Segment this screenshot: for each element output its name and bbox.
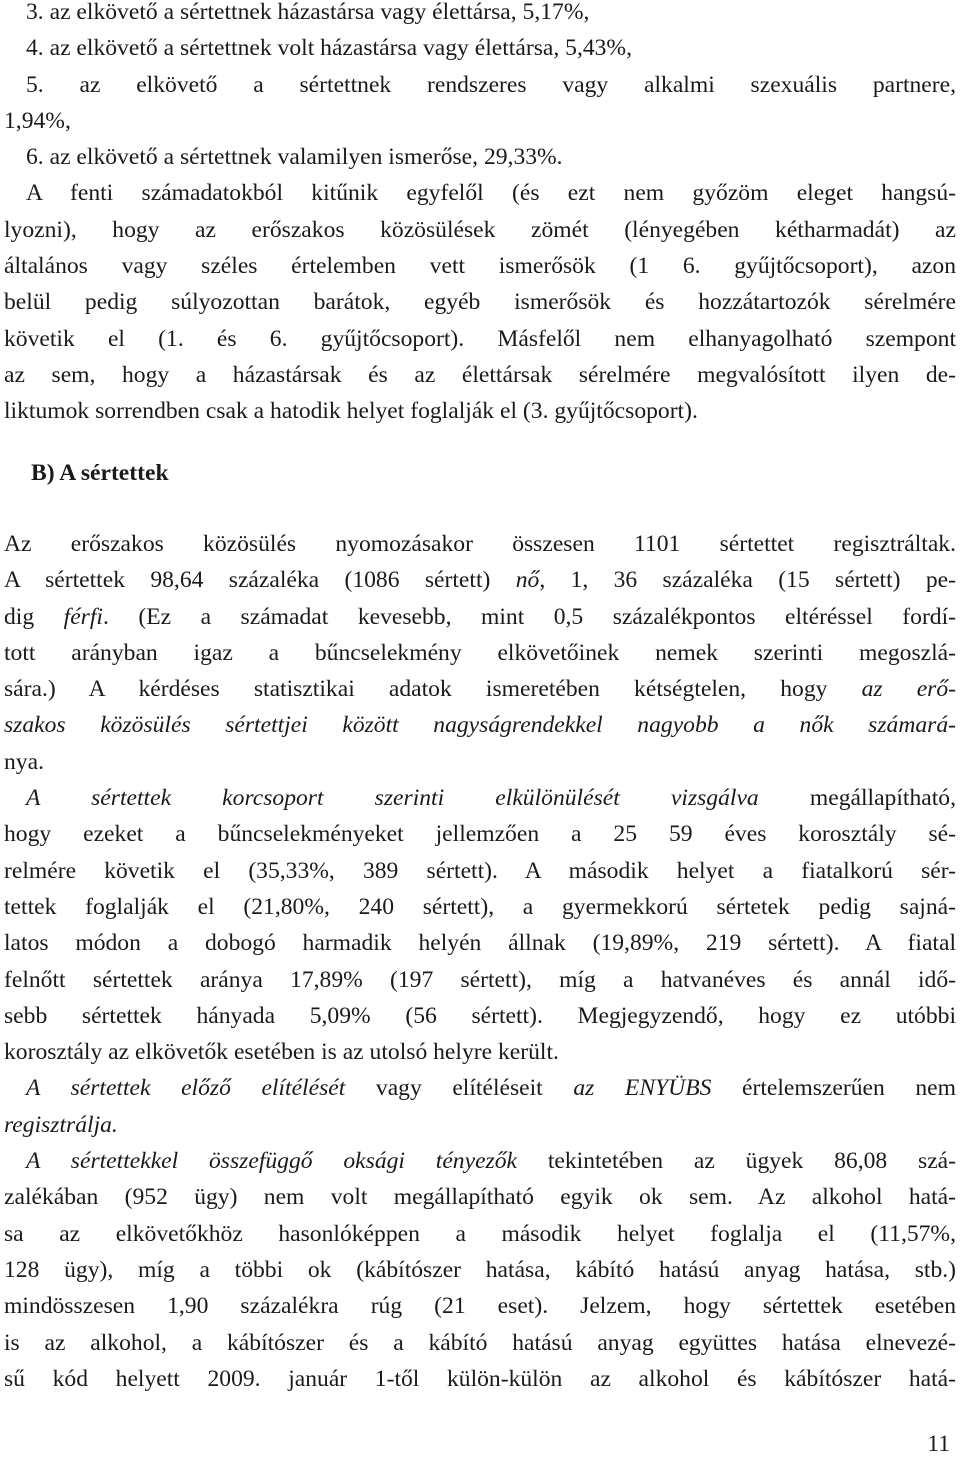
page-number: 11	[927, 1431, 950, 1457]
text-line: A sértettekkel összefüggő oksági tényezők tekintetében az ügyek 86,08 szá-	[26, 1148, 956, 1175]
text-line: sű kód helyett 2009. január 1-től külön-külön az alkohol és kábítószer hatá-	[4, 1365, 956, 1392]
list-item-continuation: 1,94%,	[4, 107, 71, 134]
text-line: általános vagy széles értelemben vett ismerősök (1 6. gyűjtőcsoport), azon	[4, 253, 956, 280]
text-line: felnőtt sértettek aránya 17,89% (197 sértett), míg a hatvanéves és annál idő-	[4, 966, 956, 993]
text-line: belül pedig súlyozottan barátok, egyéb ismerősök és hozzátartozók sérelmére	[4, 289, 956, 316]
text-line: A sértettek korcsoport szerinti elkülönülését vizsgálva megállapítható,	[26, 785, 956, 812]
text-line: A fenti számadatokból kitűnik egyfelől (és ezt nem győzöm eleget hangsú-	[26, 180, 956, 207]
text-line: tettek foglalják el (21,80%, 240 sértett), a gyermekkorú sértetek pedig sajná-	[4, 893, 956, 920]
text-line: 128 ügy), míg a többi ok (kábítószer hatása, kábító hatású anyag hatása, stb.)	[4, 1256, 956, 1283]
text-line: az sem, hogy a házastársak és az élettársak sérelmére megvalósított ilyen de-	[4, 361, 956, 388]
text-line: tott arányban igaz a bűncselekmény elkövetőinek nemek szerinti megoszlá-	[4, 639, 956, 666]
statistics-paragraph	[4, 0, 956, 430]
list-item: 3. az elkövető a sértettnek házastársa vagy élettársa, 5,17%,	[26, 0, 590, 25]
list-item: 6. az elkövető a sértettnek valamilyen ismerőse, 29,33%.	[26, 144, 563, 171]
list-item: 4. az elkövető a sértettnek volt házastársa vagy élettársa, 5,43%,	[26, 35, 632, 62]
text-line: lyozni), hogy az erőszakos közösülések zömét (lényegében kétharmadát) az	[4, 216, 956, 243]
text-line: zalékában (952 ügy) nem volt megállapítható egyik ok sem. Az alkohol hatá-	[4, 1184, 956, 1211]
text-line: követik el (1. és 6. gyűjtőcsoport). Másfelől nem elhanyagolható szempont	[4, 325, 956, 352]
text-line: sebb sértettek hányada 5,09% (56 sértett). Megjegyzendő, hogy ez utóbbi	[4, 1002, 956, 1029]
text-line: mindösszesen 1,90 százalékra rúg (21 eset). Jelzem, hogy sértettek esetében	[4, 1293, 956, 1320]
text-line: regisztrálja.	[4, 1111, 118, 1138]
text-line: korosztály az elkövetők esetében is az utolsó helyre került.	[4, 1039, 559, 1066]
text-line: A sértettek 98,64 százaléka (1086 sértett) nő, 1, 36 százaléka (15 sértett) pe-	[4, 567, 956, 594]
victims-paragraph	[4, 526, 956, 1397]
list-item: 5. az elkövető a sértettnek rendszeres vagy alkalmi szexuális partnere,	[26, 71, 956, 98]
text-line: sára.) A kérdéses statisztikai adatok ismeretében kétségtelen, hogy az erő-	[4, 676, 957, 703]
text-line: is az alkohol, a kábítószer és a kábító hatású anyag együttes hatása elnevezé-	[4, 1329, 956, 1356]
text-line: szakos közösülés sértettjei között nagyságrendekkel nagyobb a nők számará-	[4, 712, 956, 739]
text-line: A sértettek előző elítélését vagy elítéléseit az ENYÜBS értelemszerűen nem	[26, 1075, 957, 1102]
text-line: sa az elkövetőkhöz hasonlóképpen a második helyet foglalja el (11,57%,	[4, 1220, 956, 1247]
text-line: dig férfi. (Ez a számadat kevesebb, mint 0,5 százalékpontos eltéréssel fordí-	[4, 603, 957, 630]
text-line: hogy ezeket a bűncselekményeket jellemzően a 25 59 éves korosztály sé-	[4, 821, 956, 848]
section-heading: B) A sértettek	[31, 460, 169, 486]
text-line: relmére követik el (35,33%, 389 sértett). A második helyet a fiatalkorú sér-	[4, 857, 956, 884]
text-line: liktumok sorrendben csak a hatodik helyet foglalják el (3. gyűjtőcsoport).	[4, 398, 698, 425]
text-line: Az erőszakos közösülés nyomozásakor összesen 1101 sértettet regisztráltak.	[4, 531, 956, 557]
text-line: nya.	[4, 748, 44, 775]
text-line: latos módon a dobogó harmadik helyén állnak (19,89%, 219 sértett). A fiatal	[4, 930, 956, 957]
